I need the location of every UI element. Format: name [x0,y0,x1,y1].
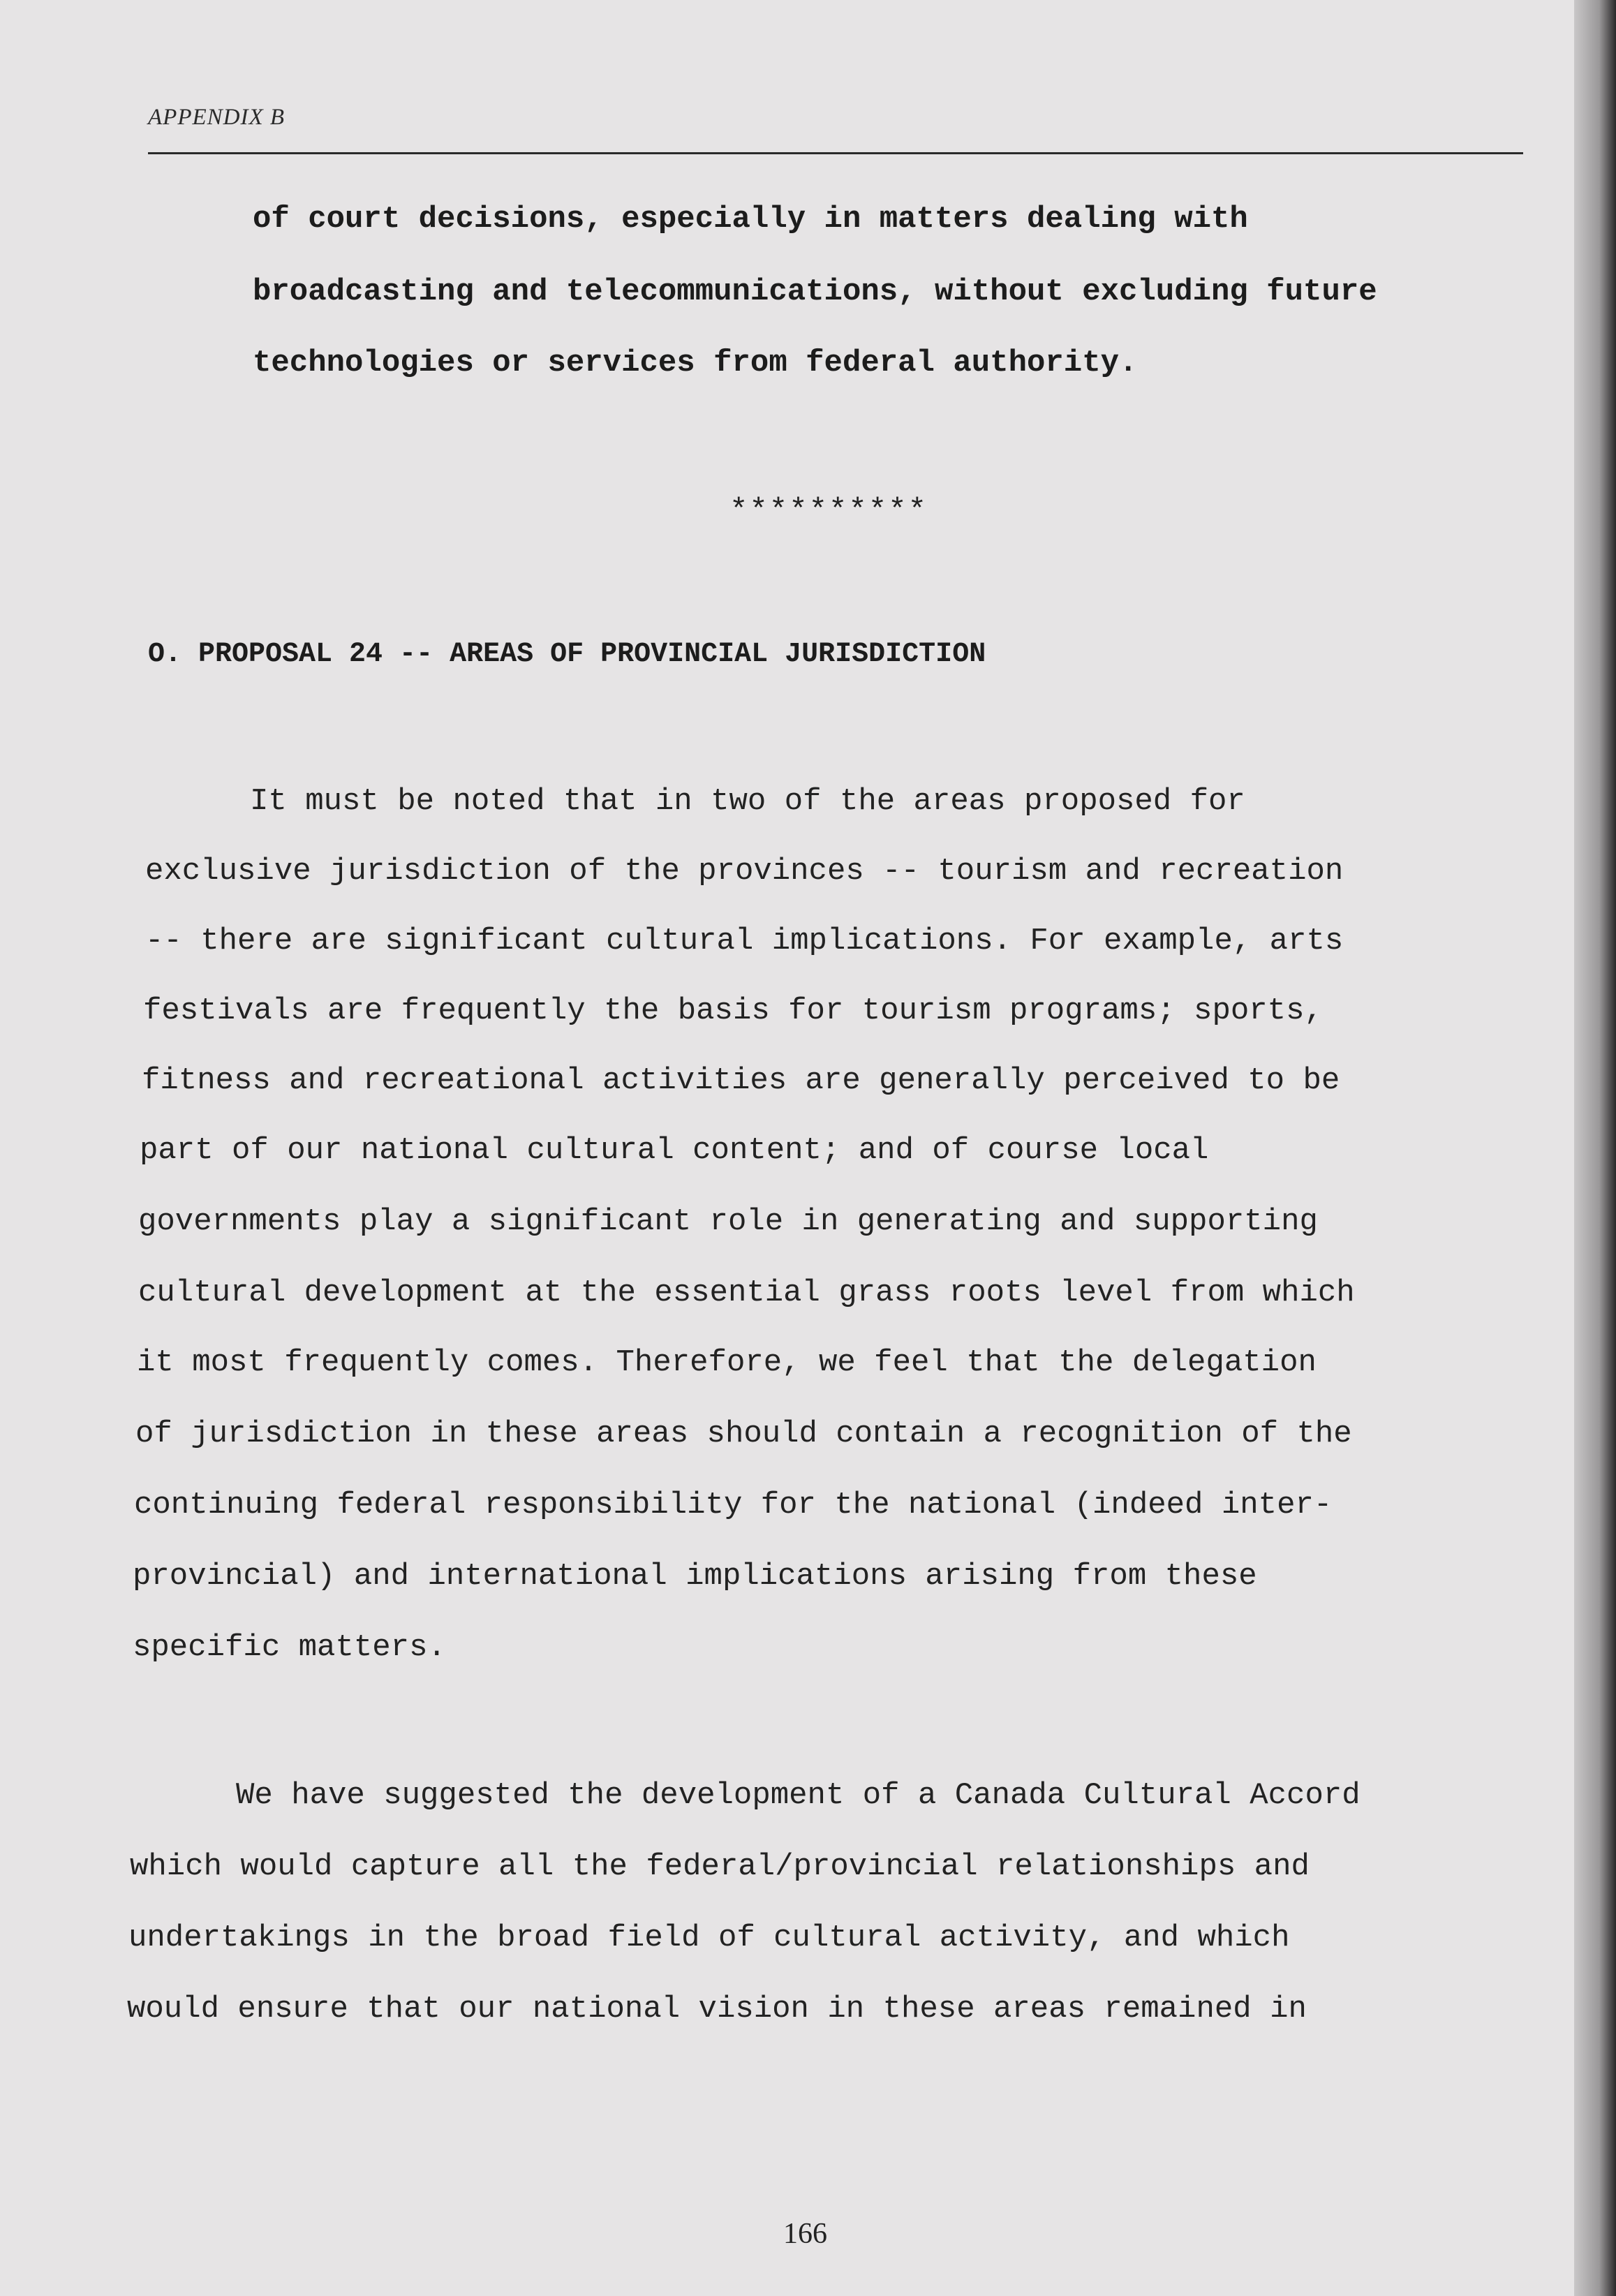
paragraph-line: of jurisdiction in these areas should contain a recognition of the [135,1416,1352,1451]
continuation-line: broadcasting and telecommunications, without excluding future [253,274,1377,309]
section-separator: ********** [729,494,928,528]
paragraph-line: undertakings in the broad field of cultural activity, and which [128,1920,1290,1955]
continuation-line-text: of court decisions, especially in matters dealing with [253,202,1248,237]
paragraph-line: it most frequently comes. Therefore, we feel that the delegation [137,1345,1317,1380]
paragraph-line: which would capture all the federal/provincial relationships and [130,1849,1310,1884]
paragraph-line: -- there are significant cultural implications. For example, arts [145,924,1344,958]
header-rule [148,152,1523,154]
paragraph-line: We have suggested the development of a Canada Cultural Accord [236,1778,1361,1813]
paragraph-line: continuing federal responsibility for the national (indeed inter- [134,1488,1333,1523]
page-number: 166 [783,2218,827,2250]
paragraph-line: cultural development at the essential grass roots level from which [138,1275,1355,1310]
paragraph-line: provincial) and international implications arising from these [133,1559,1257,1594]
paragraph-line: exclusive jurisdiction of the provinces -- tourism and recreation [145,854,1344,889]
continuation-line [253,201,1522,237]
paragraph-line: specific matters. [133,1630,446,1665]
continuation-line: technologies or services from federal authority. [253,346,1138,380]
paragraph-line: governments play a significant role in generating and supporting [138,1204,1318,1239]
running-head: APPENDIX B [148,105,286,130]
paragraph-line: part of our national cultural content; and of course local [140,1133,1209,1168]
paragraph-line: festivals are frequently the basis for tourism programs; sports, [143,993,1323,1028]
paragraph-line: fitness and recreational activities are generally perceived to be [142,1063,1340,1098]
section-heading: O. PROPOSAL 24 -- AREAS OF PROVINCIAL JURISDICTION [148,639,986,670]
paragraph-line: would ensure that our national vision in these areas remained in [127,1992,1307,2027]
page-edge-shadow [1574,0,1616,2296]
paragraph-line: It must be noted that in two of the areas proposed for [250,784,1245,819]
